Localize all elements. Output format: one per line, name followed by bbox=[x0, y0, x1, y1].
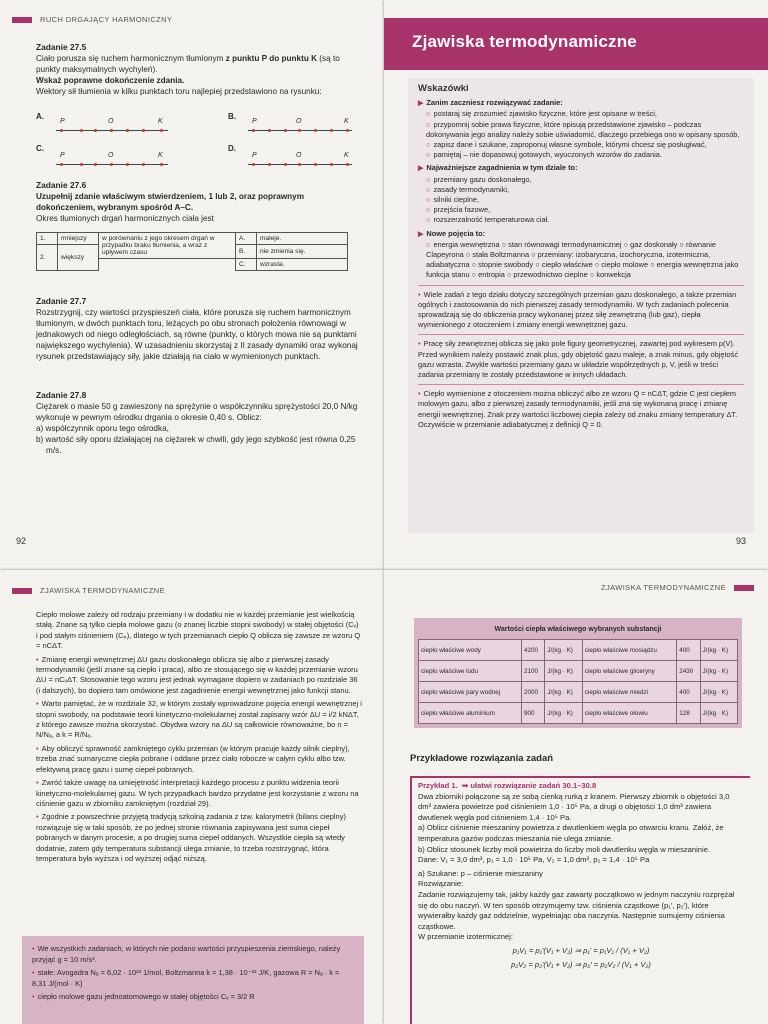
unknowns: a) Szukane: p – ciśnienie mieszaniny bbox=[418, 868, 543, 878]
task-27-6 bbox=[36, 180, 362, 224]
paragraph: • Zwróć także uwagę na umiejętność interpretacji każdego procesu z punktu widzenia teorii kinetyczno-molekularnej gazu. W tych przypadkach bardzo przydatne jest korzystanie z wzoru na ciśnienie gazu w zbiorniku zamkniętym (rozdział 29). bbox=[36, 778, 359, 808]
task-command: Uzupełnij zdanie właściwym stwierdzeniem, 1 lub 2, oraz poprawnym dokończeniem, wybranym spośród A–C. bbox=[36, 192, 304, 212]
tips-box: Wskazówki ▶ Zanim zaczniesz rozwiązywać zadanie: ○ postaraj się zrozumieć zjawisko fizyczne, które jest opisane w treści, ○ przypomnij sobie prawa fizyczne, które opisują przedstawione zjawisko – podczas dokonywania jego analizy należy sobie uświadomić, dlaczego przebiega ono w opisany sposób, ○ zapisz dane i szukane, zaproponuj własne symbole, którymi chcesz się posługiwać, ○ pamiętaj – nie dopasowuj gotowych, wyuczonych wzorów do zadania. ▶ Najważniejsze zagadnienia w tym dziale to: ○ przemiany gazu doskonałego, ○ zasady termodynamiki, ○ silniki cieplne, ○ przejścia fazowe, ○ rozszerzalność temperaturowa ciał. ▶ Nowe pojęcia to: ○ energia wewnętrzna ○ stan równowagi termodynamicznej ○ gaz doskonały ○ równanie Clapeyrona ○ stała Boltzmanna ○ przemiany: izobaryczna, izochoryczna, izotermiczna, adiabatyczna ○ stopnie swobody ○ ciepło właściwe ○ ciepło molowe ○ energia wewnętrzna jako funkcja stanu ○ entropia ○ przewodnictwo cieplne ○ konwekcja • Wiele zadań z tego działu dotyczy szczególnych przemian gazu doskonałego, a także przemian ogólnych i zastosowania do nich pierwszej zasady termodynamiki. W tych zadaniach polecenia sprowadzają się do obliczenia pracy wykonanej przez siłę zewnętrzną (lub gaz), ciepła wymienionego z otoczeniem i zmiany energii wewnętrznej gazu. • Pracę siły zewnętrznej oblicza się jako pole figury geometrycznej, zawartej pod wykresem p(V). Przed wynikiem należy postawić znak plus, gdy objętość gazu maleje, a znak minus, gdy objętość gazu wzrasta. Zwykle wartości przemiany gazu w układzie współrzędnych p, V, jeśli w treści zadania przemiany te zostały przedstawione w innych układach. • Ciepło wymienione z otoczeniem można obliczyć albo ze wzoru Q = nCΔT, gdzie C jest ciepłem molowym gazu, albo z pierwszej zasady termodynamiki, jeśli zna się wykonaną pracę i zmianę energii wewnętrznej. Znak przy wartości liczbowej ciepła zależy od znaku zmiany temperatury ΔT. Oczywiście w przemianie adiabatycznej z definicji Q = 0. bbox=[408, 78, 754, 533]
page-94 bbox=[0, 570, 384, 1024]
specific-heat-table bbox=[414, 618, 742, 728]
answer-table: 1. mniejszy w porównaniu z jego okresem drgań w przypadku braku tłumienia, a wraz z upływem czasu A. maleje. 2. większy B. nie zmienia się. C. wzrasta. bbox=[36, 232, 348, 271]
list-item: ○ przejścia fazowe, bbox=[426, 205, 491, 215]
list-item: ○ przemiany gazu doskonałego, bbox=[426, 174, 532, 184]
tips-heading: Wskazówki bbox=[418, 83, 469, 94]
triangle-icon: ▶ bbox=[418, 100, 424, 108]
table-row: ciepło właściwe pary wodnej 2000 J/(kg · K) ciepło właściwe miedzi 400 J/(kg · K) bbox=[419, 682, 738, 703]
paragraph: • Zmianę energii wewnętrznej ΔU gazu doskonałego oblicza się albo z pierwszej zasady termodynamiki (jeśli znane są ciepło i praca), albo ze stosującego się w każdej przemianie wzoru ΔU = nCᵥΔT. Stosowanie tego wzoru jest jednak wymagane dopiero w zadaniach po rozdziale 36 (i dalszych), bo dopiero tam omówione jest zagadnienie energii wewnętrznej jako funkcji stanu. bbox=[36, 654, 358, 695]
equation: p₁V₁ = p₁′(V₁ + V₂) ⇒ p₁′ = p₁V₁ / (V₁ + V₂) bbox=[512, 945, 650, 955]
solution-text: Zadanie rozwiązujemy tak, jakby każdy gaz zawarty początkowo w jednym naczyniu rozprężał się do obu naczyń. W ten sposób otrzymujemy tzw. ciśnienia cząstkowe (p₁′, p₂′), które wywierałby każdy gaz oddzielnie, wypełniając oba naczynia. Następnie sumujemy ciśnienia cząstkowe. bbox=[418, 889, 735, 931]
task-command: Wskaż poprawne dokończenie zdania. bbox=[36, 76, 185, 85]
text-column bbox=[36, 610, 362, 864]
task-text: Rozstrzygnij, czy wartości przyspieszeń ciała, które porusza się ruchem harmonicznym tłumionym, w dwóch punktach toru, leżących po obu stronach położenia równowagi w jednakowych od niego odległościach, są równe (punkty, o których mowa nie są punktami największego wychylenia). W uzasadnieniu skorzystaj z II zasady dynamiki oraz wykonaj rysunek przedstawiający siły, jakie działają na ciało w wymienionych punktach. bbox=[36, 308, 358, 361]
bullet-icon: • bbox=[418, 389, 421, 399]
task-part-b: b) wartość siły oporu działającej na ciężarek w chwili, gdy jego szybkość jest równa 0,25 m/s. bbox=[36, 435, 356, 455]
task-title: Zadanie 27.5 bbox=[36, 42, 87, 52]
paragraph: • Aby obliczyć sprawność zamkniętego cyklu przemian (w którym pracuje każdy silnik cieplny), trzeba znać sumaryczne ciepła pobrane i oddane przez ciało robocze w całym cyklu albo tzw. efektywną pracę gazu i sumę ciepeł pobranych. bbox=[36, 743, 350, 774]
tip-paragraph: • Pracę siły zewnętrznej oblicza się jako pole figury geometrycznej, zawartej pod wykresem p(V). Przed wynikiem należy postawić znak plus, gdy objętość gazu maleje, a znak minus, gdy objętość gazu wzrasta. Zwykle wartości przemiany gazu w układzie współrzędnych p, V, jeśli w treści zadania przemiany te zostały przedstawione w innych układach. bbox=[418, 339, 739, 380]
task-title: Zadanie 27.8 bbox=[36, 390, 87, 400]
task-part-a: a) współczynnik oporu tego ośrodka, bbox=[36, 424, 169, 433]
task-27-5 bbox=[36, 42, 362, 97]
bullet-icon: • bbox=[418, 339, 421, 349]
running-header: ZJAWISKA TERMODYNAMICZNE bbox=[601, 583, 754, 592]
equation: p₂V₂ = p₂′(V₁ + V₂) ⇒ p₂′ = p₂V₂ / (V₁ + V₂) bbox=[511, 959, 651, 969]
example-text: Dwa zbiorniki połączone są ze sobą cienką rurką z kranem. Pierwszy zbiornik o objętości 3,0 dm³ zawiera powietrze pod ciśnieniem 1,0 · 10⁵ Pa, a drugi o objętości 1,0 dm³ zawiera dwutlenek węgla pod ciśnieniem 1,4 · 10⁵ Pa. bbox=[418, 791, 730, 822]
paragraph: • Warto pamiętać, że w rozdziale 32, w którym zostały wprowadzone pojęcia energii wewnętrznej i stopni swobody, na podstawie teorii kinetyczno-molekularnej został zapisany wzór ΔU = i/2 kNΔT, z którego zawsze można skorzystać. Obydwa wzory na ΔU są całkowicie równoważne, bo n = N/Nₐ, a k = R/Nₐ. bbox=[36, 699, 362, 740]
list-item: ○ zasady termodynamiki, bbox=[426, 184, 510, 194]
page-number: 93 bbox=[735, 536, 746, 546]
circle-icon: ○ bbox=[426, 195, 431, 205]
paragraph: Ciepło molowe zależy od rodzaju przemiany i w dodatku nie w każdej przemianie jest wielkością stałą. Znane są tylko ciepła molowe gazu (o znanej liczbie stopni swobody) w stałej objętości (Cᵥ) i pod stałym ciśnieniem (Cₚ), dlatego w tych przemianach ciepło Q oblicza się zawsze ze wzoru Q = nCΔT. bbox=[36, 610, 361, 651]
circle-icon: ○ bbox=[426, 109, 431, 119]
table-row: ciepło właściwe aluminium 900 J/(kg · K) ciepło właściwe ołowiu 128 J/(kg · K) bbox=[419, 703, 738, 724]
table-row: ciepło właściwe wody 4200 J/(kg · K) ciepło właściwe mosiądzu 400 J/(kg · K) bbox=[419, 640, 738, 661]
isothermal-label: W przemianie izotermicznej: bbox=[418, 932, 513, 942]
diagram-d: D. P O K bbox=[228, 144, 368, 168]
triangle-icon: ▶ bbox=[418, 230, 424, 238]
circle-icon: ○ bbox=[426, 239, 431, 249]
task-question: Okres tłumionych drgań harmonicznych ciała jest bbox=[36, 214, 214, 223]
circle-icon: ○ bbox=[426, 205, 431, 215]
task-text: Ciężarek o masie 50 g zawieszony na sprężynie o współczynniku sprężystości 20,0 N/kg wykonuje w pewnym ośrodku drgania o okresie 0,40 s. Oblicz: bbox=[36, 402, 358, 422]
circle-icon: ○ bbox=[426, 119, 431, 129]
running-header: RUCH DRGAJĄCY HARMONICZNY bbox=[12, 15, 172, 24]
section-heading: Przykładowe rozwiązania zadań bbox=[410, 753, 554, 764]
task-27-8 bbox=[36, 390, 362, 456]
circle-icon: ○ bbox=[426, 174, 431, 184]
solution-label: Rozwiązanie: bbox=[418, 879, 464, 889]
table-title: Wartości ciepła właściwego wybranych substancji bbox=[494, 626, 662, 633]
given-data: Dane: V₁ = 3,0 dm³, p₁ = 1,0 · 10⁵ Pa, V₂ = 1,0 dm³, p₂ = 1,4 · 10⁵ Pa bbox=[418, 855, 650, 865]
diagram-c: C. P O K bbox=[36, 144, 176, 168]
circle-icon: ○ bbox=[426, 140, 431, 150]
task-27-7 bbox=[36, 296, 362, 362]
task-text: Ciało porusza się ruchem harmonicznym tłumionym z punktu P do punktu K (są to punkty maksymalnych wychyleń). bbox=[36, 54, 340, 74]
example-part-a: a) Oblicz ciśnienie mieszaniny powietrza z dwutlenkiem węgla po otwarciu kranu. Załóż, że temperatura gazów podczas mieszania nie ulega zmianie. bbox=[418, 823, 724, 843]
tip-paragraph: • Wiele zadań z tego działu dotyczy szczególnych przemian gazu doskonałego, a także przemian ogólnych i zastosowania do nich pierwszej zasady termodynamiki. W tych zadaniach polecenia sprowadzają się do obliczenia pracy wykonanej przez siłę zewnętrzną (lub gaz), ciepła wymienionego z otoczeniem i zmiany energii wewnętrznej gazu. bbox=[418, 289, 737, 330]
page-92 bbox=[0, 0, 384, 570]
constant-item: • We wszystkich zadaniach, w których nie podano wartości przyspieszenia ziemskiego, należy przyjąć g = 10 m/s². bbox=[32, 944, 341, 964]
circle-icon: ○ bbox=[426, 150, 431, 160]
task-title: Zadanie 27.7 bbox=[36, 296, 87, 306]
constant-item: • ciepło molowe gazu jednoatomowego w stałej objętości Cᵥ = 3/2 R bbox=[32, 992, 255, 1001]
page-number: 92 bbox=[16, 536, 27, 546]
list-item: ○ przypomnij sobie prawa fizyczne, które opisują przedstawione zjawisko – podczas dokonywania jego analizy należy sobie uświadomić, dlaczego przebiega ono w opisany sposób, bbox=[426, 119, 740, 139]
diagram-a: A. P O K bbox=[36, 112, 176, 136]
circle-icon: ○ bbox=[426, 184, 431, 194]
list-item: ○ rozszerzalność temperaturowa ciał. bbox=[426, 215, 550, 225]
running-header: ZJAWISKA TERMODYNAMICZNE bbox=[12, 586, 165, 595]
list-item: ○ silniki cieplne, bbox=[426, 195, 480, 205]
paragraph: • Zgodnie z powszechnie przyjętą tradycją szkolną zadania z tzw. kalorymetrii (bilans cieplny) rozwiązuje się w taki sposób, że po jednej stronie równania zapisywana jest suma ciepeł pobranych w danym procesie, a po drugiej suma ciepeł oddanych. Wszystkie ciepła są wtedy dodatnie, zatem gdy temperatura substancji ulega zmianie, to trzeba rozstrzygnąć, która temperatura była wyższa i od wyższej odjąć niższą. bbox=[36, 812, 346, 863]
list-item: ○ pamiętaj – nie dopasowuj gotowych, wyuczonych wzorów do zadania. bbox=[426, 150, 662, 160]
page-95 bbox=[384, 570, 768, 1024]
tip-paragraph: • Ciepło wymienione z otoczeniem można obliczyć albo ze wzoru Q = nCΔT, gdzie C jest ciepłem molowym gazu, albo z pierwszej zasady termodynamiki, jeśli zna się wykonaną pracę i zmianę energii wewnętrznej. Znak przy wartości liczbowej ciepła zależy od znaku zmiany temperatury ΔT. Oczywiście w przemianie adiabatycznej z definicji Q = 0. bbox=[418, 389, 738, 429]
example-1: Przykład 1. ➡ ułatwi rozwiązanie zadań 30.1–30.8 Dwa zbiorniki połączone są ze sobą cienką rurką z kranem. Pierwszy zbiornik o objętości 3,0 dm³ zawiera powietrze pod ciśnieniem 1,0 · 10⁵ Pa, a drugi o objętości 1,0 dm³ zawiera dwutlenek węgla pod ciśnieniem 1,4 · 10⁵ Pa. a) Oblicz ciśnienie mieszaniny powietrza z dwutlenkiem węgla po otwarciu kranu. Załóż, że temperatura gazów podczas mieszania nie ulega zmianie. b) Oblicz stosunek liczby moli powietrza do liczby moli dwutlenku węgla w mieszaninie. Dane: V₁ = 3,0 dm³, p₁ = 1,0 · 10⁵ Pa, V₂ = 1,0 dm³, p₂ = 1,4 · 10⁵ Pa a) Szukane: p – ciśnienie mieszaniny Rozwiązanie: Zadanie rozwiązujemy tak, jakby każdy gaz zawarty początkowo w jednym naczyniu rozprężał się do obu naczyń. W ten sposób otrzymujemy tzw. ciśnienia cząstkowe (p₁′, p₂′), które wywierałby każdy gaz oddzielnie, wypełniając oba naczynia. Następnie sumujemy ciśnienia cząstkowe. W przemianie izotermicznej: p₁V₁ = p₁′(V₁ + V₂) ⇒ p₁′ = p₁V₁ / (V₁ + V₂) p₂V₂ = p₂′(V₁ + V₂) ⇒ p₂′ = p₂V₂ / (V₁ + V₂) bbox=[418, 781, 744, 970]
list-item: ○ postaraj się zrozumieć zjawisko fizyczne, które jest opisane w treści, bbox=[426, 109, 657, 119]
diagram-b: B. P O K bbox=[228, 112, 368, 136]
chapter-title: Zjawiska termodynamiczne bbox=[412, 32, 637, 51]
page-93 bbox=[384, 0, 768, 570]
task-title: Zadanie 27.6 bbox=[36, 180, 87, 190]
constants-box bbox=[22, 936, 364, 1024]
constant-item: • stałe: Avogadra Nₐ = 6,02 · 10²³ 1/mol, Boltzmanna k = 1,38 · 10⁻²³ J/K, gazowa R = Nₐ · k = 8,31 J/(mol · K) bbox=[32, 968, 340, 988]
triangle-icon: ▶ bbox=[418, 165, 424, 173]
concepts-list: energia wewnętrzna ○ stan równowagi termodynamicznej ○ gaz doskonały ○ równanie Clapeyrona ○ stała Boltzmanna ○ przemiany: izobaryczna, izochoryczna, izotermiczna, adiabatyczna ○ stopnie swobody ○ ciepło właściwe ○ ciepło molowe ○ energia wewnętrzna jako funkcja stanu ○ entropia ○ przewodnictwo cieplne ○ konwekcja bbox=[426, 239, 739, 280]
circle-icon: ○ bbox=[426, 215, 431, 225]
example-part-b: b) Oblicz stosunek liczby moli powietrza do liczby moli dwutlenku węgla w mieszaninie. bbox=[418, 844, 711, 854]
list-item: ○ zapisz dane i szukane, zaproponuj własne symbole, którymi chcesz się posługiwać, bbox=[426, 140, 707, 150]
chapter-title-bar bbox=[384, 18, 768, 70]
table-row: ciepło właściwe lodu 2100 J/(kg · K) ciepło właściwe gliceryny 2430 J/(kg · K) bbox=[419, 661, 738, 682]
task-question: Wektory sił tłumienia w kilku punktach toru najlepiej przedstawiono na rysunku: bbox=[36, 87, 322, 96]
bullet-icon: • bbox=[418, 289, 421, 299]
